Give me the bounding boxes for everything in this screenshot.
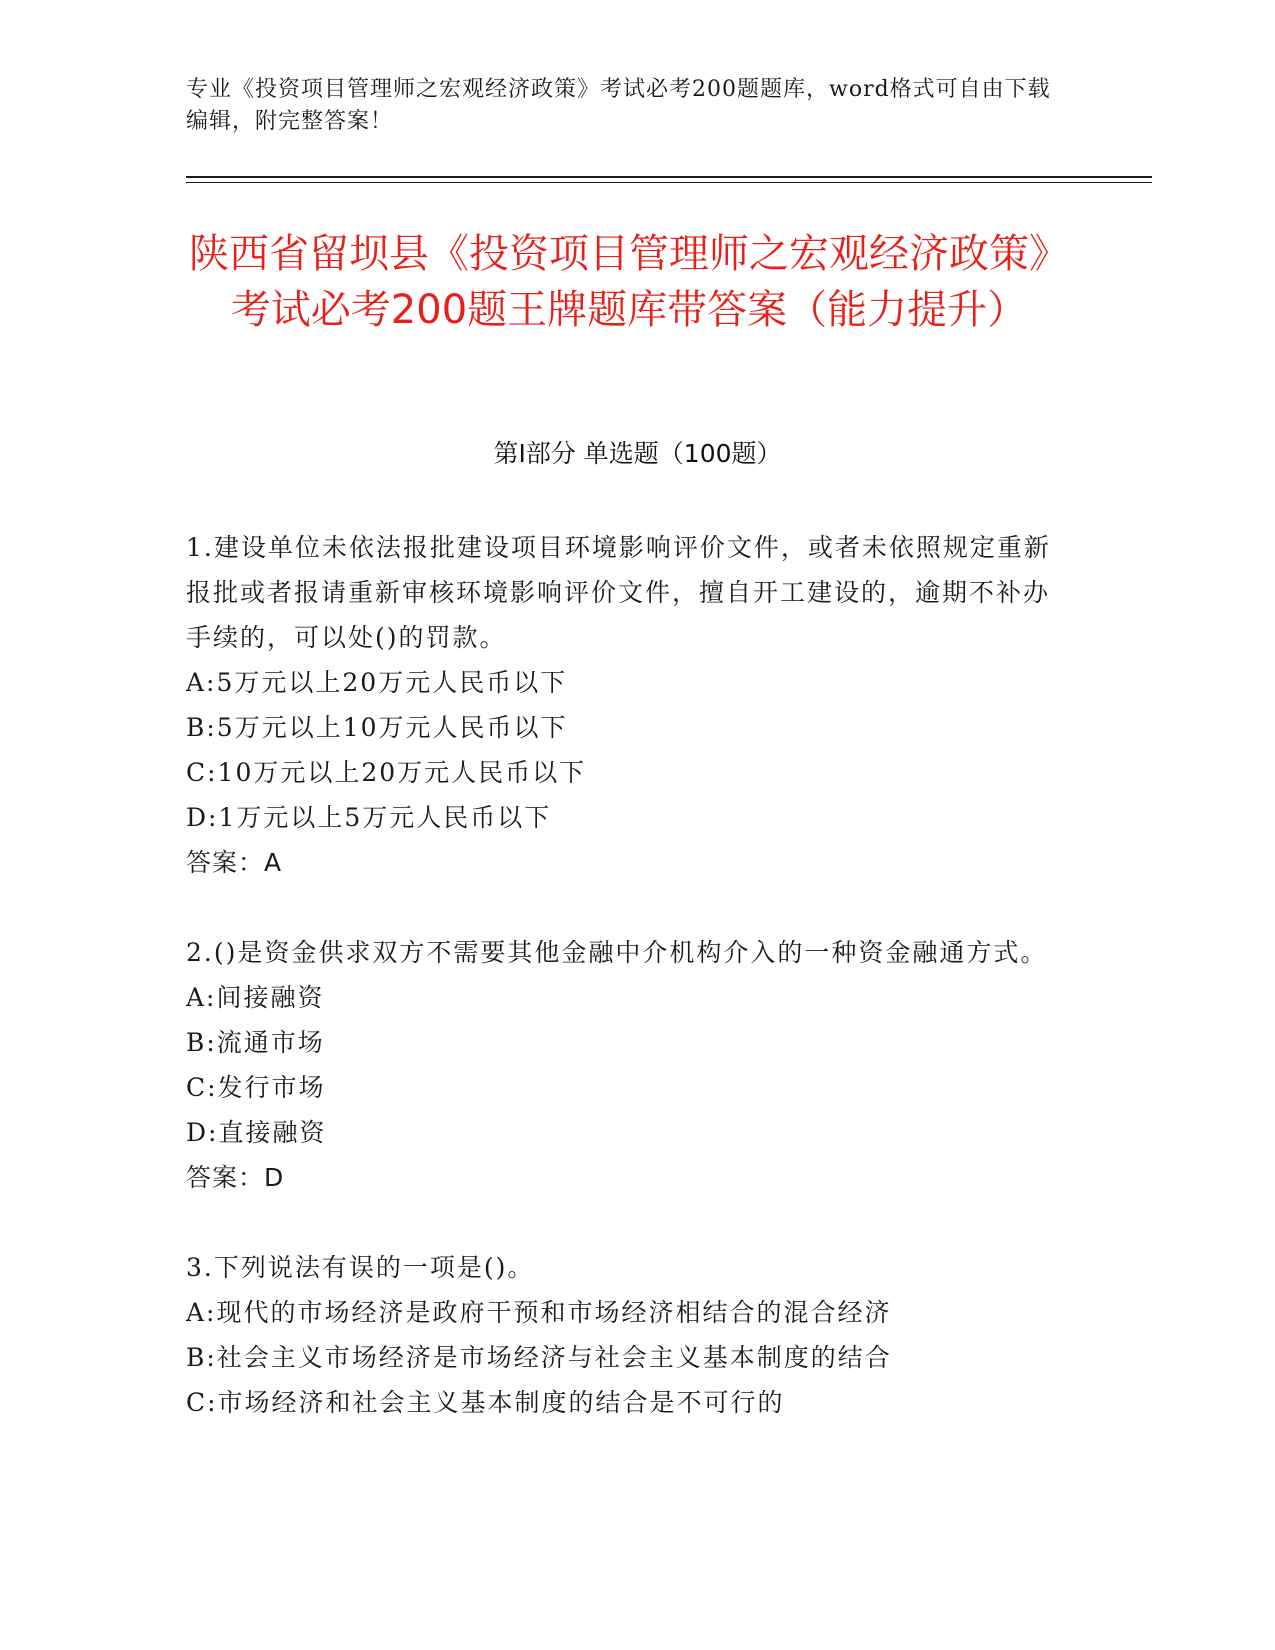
option-d: D:直接融资 xyxy=(186,1118,327,1147)
question-stem: 1.建设单位未依法报批建设项目环境影响评价文件，或者未依照规定重新报批或者报请重新审核环境影响评价文件，擅自开工建设的，逾期不补办手续的，可以处()的罚款。 xyxy=(186,533,1051,652)
question-3 xyxy=(186,1245,1056,1425)
option-c: C:10万元以上20万元人民币以下 xyxy=(186,758,587,787)
header-rule-thick xyxy=(186,176,1152,178)
header-rule-thin xyxy=(186,182,1152,183)
document-title: 陕西省留坝县《投资项目管理师之宏观经济政策》考试必考200题王牌题库带答案（能力提升） xyxy=(189,231,1069,333)
option-b: B:5万元以上10万元人民币以下 xyxy=(186,713,568,742)
header-note: 专业《投资项目管理师之宏观经济政策》考试必考200题题库，word格式可自由下载编辑，附完整答案！ xyxy=(186,77,1051,134)
section-heading: 第Ⅰ部分 单选题（100题） xyxy=(493,439,782,468)
answer-line: 答案：A xyxy=(186,848,283,877)
answer-line: 答案：D xyxy=(186,1163,285,1192)
option-d: D:1万元以上5万元人民币以下 xyxy=(186,803,552,832)
question-stem: 2.()是资金供求双方不需要其他金融中介机构介入的一种资金融通方式。 xyxy=(186,938,1048,967)
question-list xyxy=(186,525,1056,1470)
option-a: A:现代的市场经济是政府干预和市场经济相结合的混合经济 xyxy=(186,1298,892,1327)
option-a: A:5万元以上20万元人民币以下 xyxy=(186,668,568,697)
question-stem: 3.下列说法有误的一项是()。 xyxy=(186,1253,535,1282)
option-a: A:间接融资 xyxy=(186,983,325,1012)
option-b: B:社会主义市场经济是市场经济与社会主义基本制度的结合 xyxy=(186,1343,892,1372)
option-c: C:市场经济和社会主义基本制度的结合是不可行的 xyxy=(186,1388,785,1417)
option-c: C:发行市场 xyxy=(186,1073,326,1102)
option-b: B:流通市场 xyxy=(186,1028,325,1057)
question-1 xyxy=(186,525,1056,885)
question-2 xyxy=(186,930,1056,1200)
